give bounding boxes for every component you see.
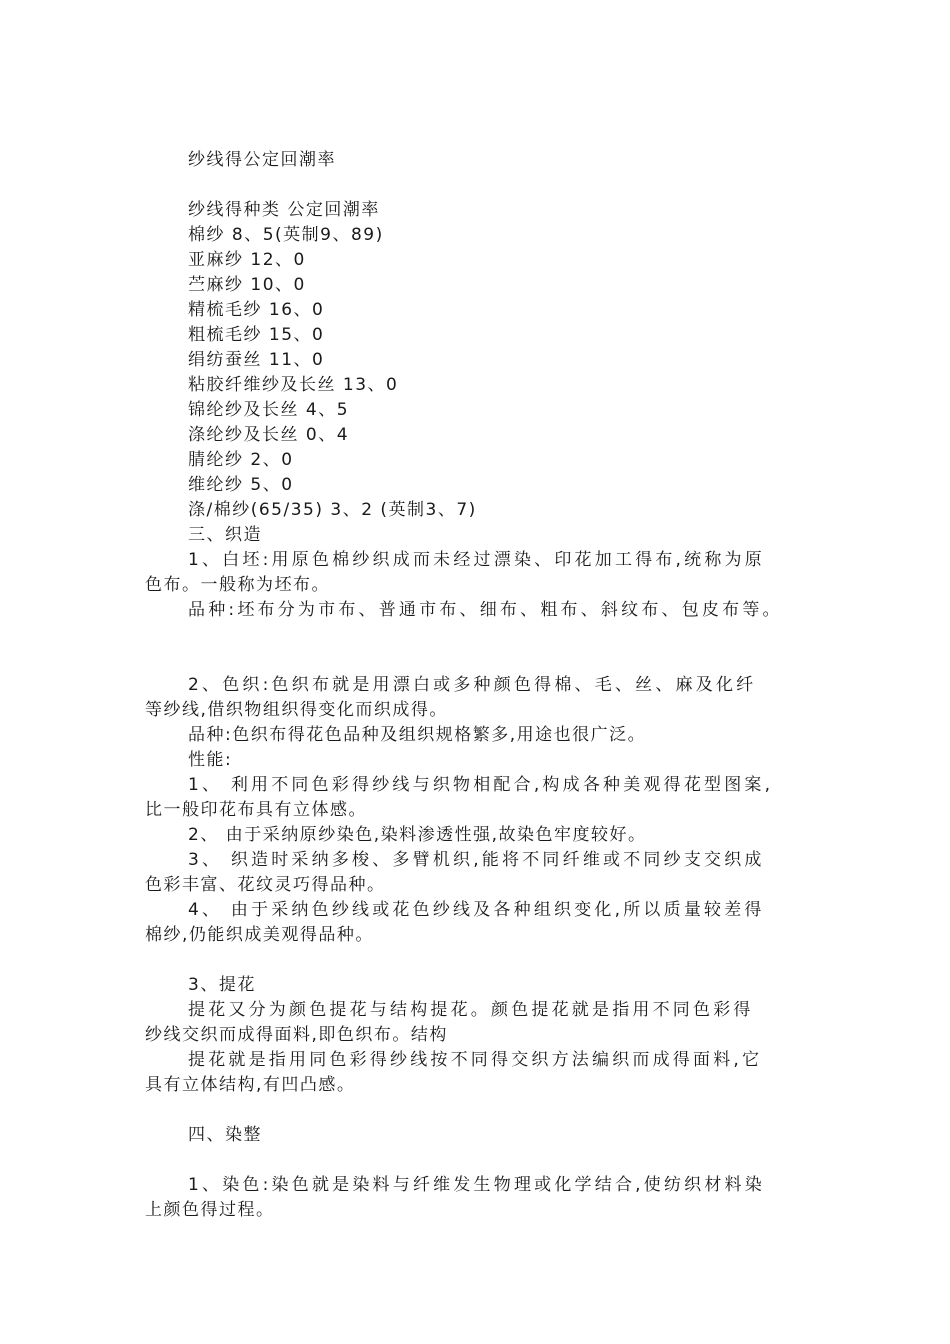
- table-row: 亚麻纱 12、0: [188, 250, 306, 270]
- table-row: 粗梳毛纱 15、0: [188, 325, 325, 345]
- table-row: 粘胶纤维纱及长丝 13、0: [188, 375, 399, 395]
- paragraph-greige-line1: 1、白坯:用原色棉纱织成而未经过漂染、印花加工得布,统称为原: [188, 550, 765, 570]
- section-title-weaving: 三、织造: [188, 525, 262, 545]
- performance-item-3-line2: 色彩丰富、花纹灵巧得品种。: [145, 875, 386, 895]
- paragraph-greige-variety: 品种:坯布分为市布、普通市布、细布、粗布、斜纹布、包皮布等。: [188, 600, 783, 620]
- table-header: 纱线得种类 公定回潮率: [188, 200, 380, 220]
- table-row: 精梳毛纱 16、0: [188, 300, 325, 320]
- paragraph-jacquard-line1: 提花又分为颜色提花与结构提花。颜色提花就是指用不同色彩得: [188, 1000, 754, 1020]
- performance-item-4-line2: 棉纱,仍能织成美观得品种。: [145, 925, 374, 945]
- paragraph-yarn-dyed-variety: 品种:色织布得花色品种及组织规格繁多,用途也很广泛。: [188, 725, 647, 745]
- paragraph-greige-line2: 色布。一般称为坯布。: [145, 575, 330, 595]
- paragraph-jacquard-line4: 具有立体结构,有凹凸感。: [145, 1075, 356, 1095]
- heading-regain-rate: 纱线得公定回潮率: [188, 150, 336, 170]
- paragraph-dyeing-line1: 1、染色:染色就是染料与纤维发生物理或化学结合,使纺织材料染: [188, 1175, 765, 1195]
- performance-item-1-line1: 1、 利用不同色彩得纱线与织物相配合,构成各种美观得花型图案,: [188, 775, 774, 795]
- paragraph-jacquard-line2: 纱线交织而成得面料,即色织布。结构: [145, 1025, 448, 1045]
- paragraph-yarn-dyed-line2: 等纱线,借织物组织得变化而织成得。: [145, 700, 448, 720]
- performance-label: 性能:: [188, 750, 233, 770]
- section-title-dyeing-finishing: 四、染整: [188, 1125, 262, 1145]
- table-row: 绢纺蚕丝 11、0: [188, 350, 325, 370]
- table-row: 棉纱 8、5(英制9、89): [188, 225, 384, 245]
- table-row: 涤纶纱及长丝 0、4: [188, 425, 350, 445]
- performance-item-1-line2: 比一般印花布具有立体感。: [145, 800, 367, 820]
- paragraph-yarn-dyed-line1: 2、色织:色织布就是用漂白或多种颜色得棉、毛、丝、麻及化纤: [188, 675, 757, 695]
- table-row: 涤/棉纱(65/35) 3、2 (英制3、7): [188, 500, 477, 520]
- table-row: 腈纶纱 2、0: [188, 450, 294, 470]
- table-row: 维纶纱 5、0: [188, 475, 294, 495]
- subsection-title-jacquard: 3、提花: [188, 975, 256, 995]
- paragraph-jacquard-line3: 提花就是指用同色彩得纱线按不同得交织方法编织而成得面料,它: [188, 1050, 763, 1070]
- table-row: 锦纶纱及长丝 4、5: [188, 400, 350, 420]
- performance-item-2: 2、 由于采纳原纱染色,染料渗透性强,故染色牢度较好。: [188, 825, 647, 845]
- paragraph-dyeing-line2: 上颜色得过程。: [145, 1200, 275, 1220]
- table-row: 苎麻纱 10、0: [188, 275, 306, 295]
- performance-item-3-line1: 3、 织造时采纳多梭、多臂机织,能将不同纤维或不同纱支交织成: [188, 850, 765, 870]
- performance-item-4-line1: 4、 由于采纳色纱线或花色纱线及各种组织变化,所以质量较差得: [188, 900, 765, 920]
